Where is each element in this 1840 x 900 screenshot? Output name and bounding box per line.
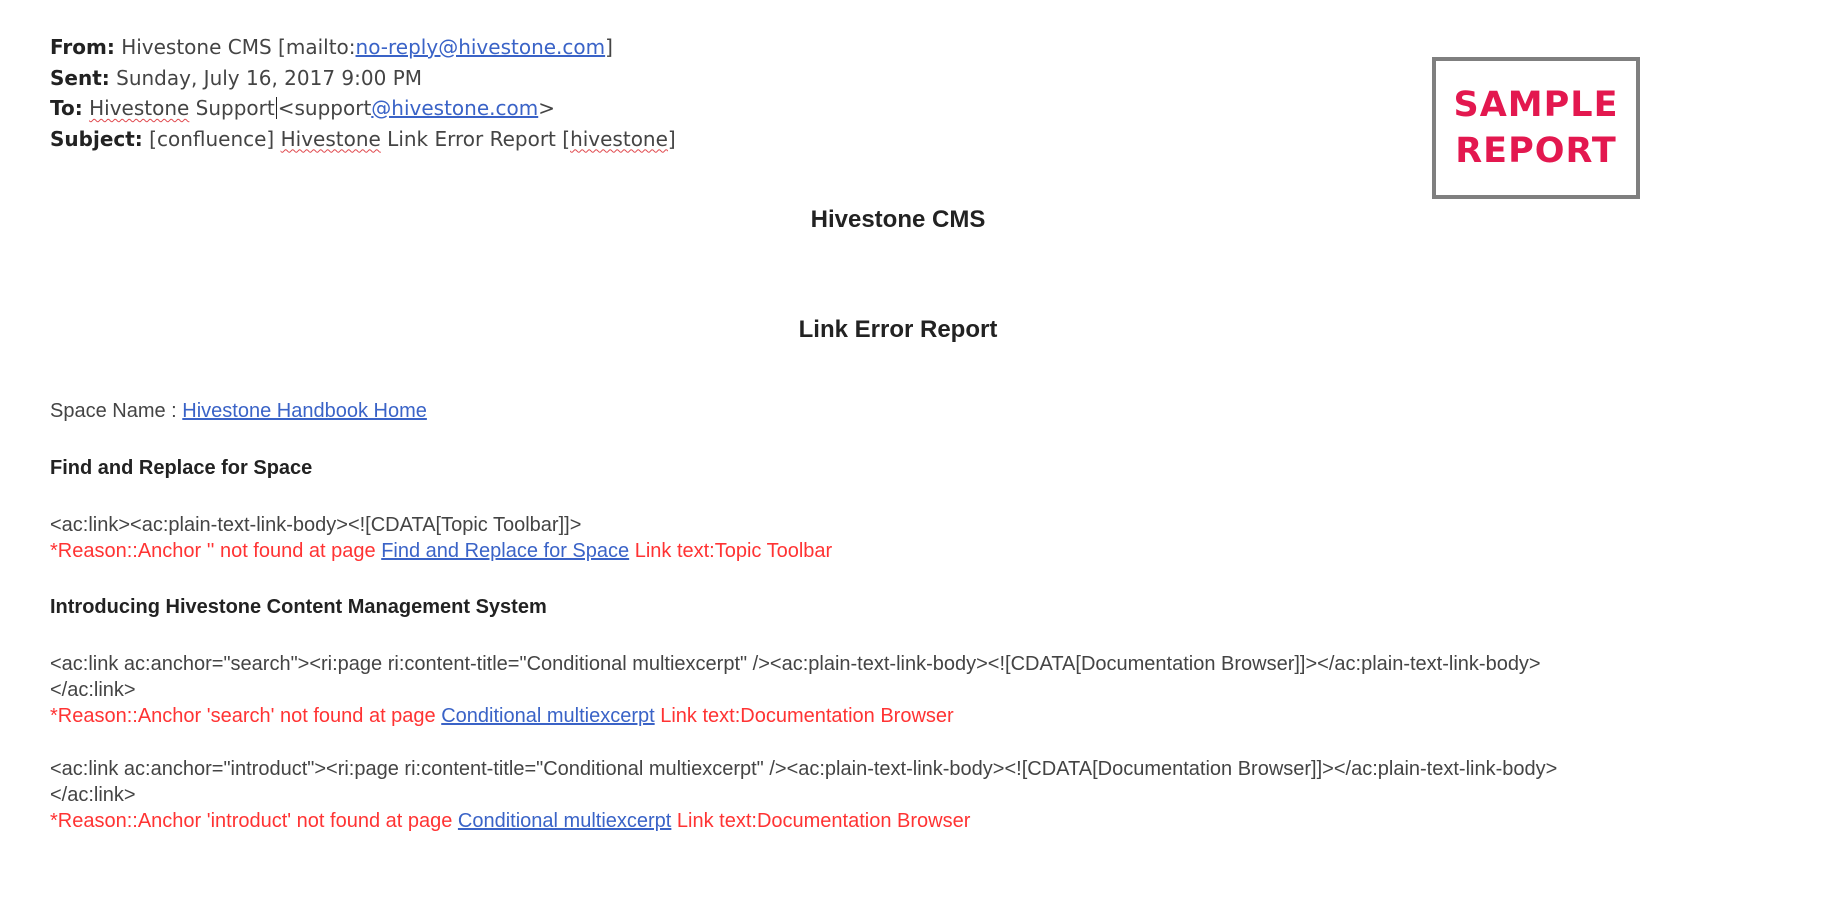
- from-label: From:: [50, 35, 115, 59]
- code-line: <ac:link><ac:plain-text-link-body><![CDATA[Topic Toolbar]]>: [50, 514, 582, 536]
- to-label: To:: [50, 96, 83, 120]
- code-line: </ac:link>: [50, 784, 136, 806]
- email-header: [50, 32, 676, 154]
- code-line: <ac:link ac:anchor="search"><ri:page ri:content-title="Conditional multiexcerpt" /><ac:plain-text-link-body><![CDATA[Documentation Browser]]></ac:plain-text-link-body>: [50, 653, 1541, 675]
- code-line: <ac:link ac:anchor="introduct"><ri:page ri:content-title="Conditional multiexcerpt" /><ac:plain-text-link-body><![CDATA[Documentation Browser]]></ac:plain-text-link-body>: [50, 758, 1558, 780]
- reason-text: *Reason::Anchor 'introduct' not found at page: [50, 810, 458, 832]
- reason-text: *Reason::Anchor '' not found at page: [50, 540, 382, 562]
- to-name-rest: Support: [189, 96, 275, 120]
- to-name-first: Hivestone: [89, 96, 190, 120]
- stamp-line-1: SAMPLE: [1453, 85, 1619, 125]
- from-name: Hivestone CMS [mailto:: [121, 35, 356, 59]
- reason-page-link[interactable]: Find and Replace for Space: [381, 540, 630, 562]
- from-email-link[interactable]: no-reply@hivestone.com: [355, 35, 606, 59]
- sent-value: Sunday, July 16, 2017 9:00 PM: [116, 65, 423, 90]
- reason-link-text: Link text:Topic Toolbar: [629, 540, 833, 562]
- reason-page-link[interactable]: Conditional multiexcerpt: [457, 810, 672, 832]
- reason-page-link[interactable]: Conditional multiexcerpt: [441, 705, 655, 727]
- to-close: >: [538, 96, 555, 120]
- reason-link-text: Link text:Documentation Browser: [671, 810, 971, 832]
- stamp-line-2: REPORT: [1455, 131, 1617, 171]
- sample-report-stamp: [1432, 57, 1640, 199]
- reason-link-text: Link text:Documentation Browser: [654, 705, 954, 727]
- reason-line: [50, 705, 954, 728]
- text-cursor: [276, 97, 277, 119]
- reason-text: *Reason::Anchor 'search' not found at page: [50, 705, 442, 727]
- to-email-link[interactable]: @hivestone.com: [371, 96, 539, 120]
- subject-label: Subject:: [50, 126, 143, 151]
- space-name-label: Space Name :: [50, 400, 183, 422]
- section-heading: Introducing Hivestone Content Management System: [50, 596, 547, 618]
- section-heading: Find and Replace for Space: [50, 457, 313, 479]
- sent-label: Sent:: [50, 65, 110, 90]
- to-row: [50, 93, 676, 124]
- from-close: ]: [605, 35, 613, 59]
- reason-line: [50, 540, 832, 563]
- reason-line: [50, 810, 970, 833]
- to-open: <support: [277, 96, 372, 120]
- subject-close: ]: [667, 126, 676, 151]
- report-subtitle: Link Error Report: [798, 316, 998, 343]
- sent-row: [50, 63, 676, 94]
- subject-tag: hivestone: [570, 126, 668, 151]
- code-line: </ac:link>: [50, 679, 136, 701]
- subject-mid: Link Error Report [: [380, 126, 571, 151]
- subject-row: [50, 124, 676, 155]
- space-name-row: [50, 400, 427, 423]
- subject-prefix: [confluence]: [149, 126, 281, 151]
- from-row: [50, 32, 676, 63]
- space-name-link[interactable]: Hivestone Handbook Home: [182, 400, 427, 422]
- subject-hivestone: Hivestone: [280, 126, 381, 151]
- report-title: Hivestone CMS: [810, 206, 986, 233]
